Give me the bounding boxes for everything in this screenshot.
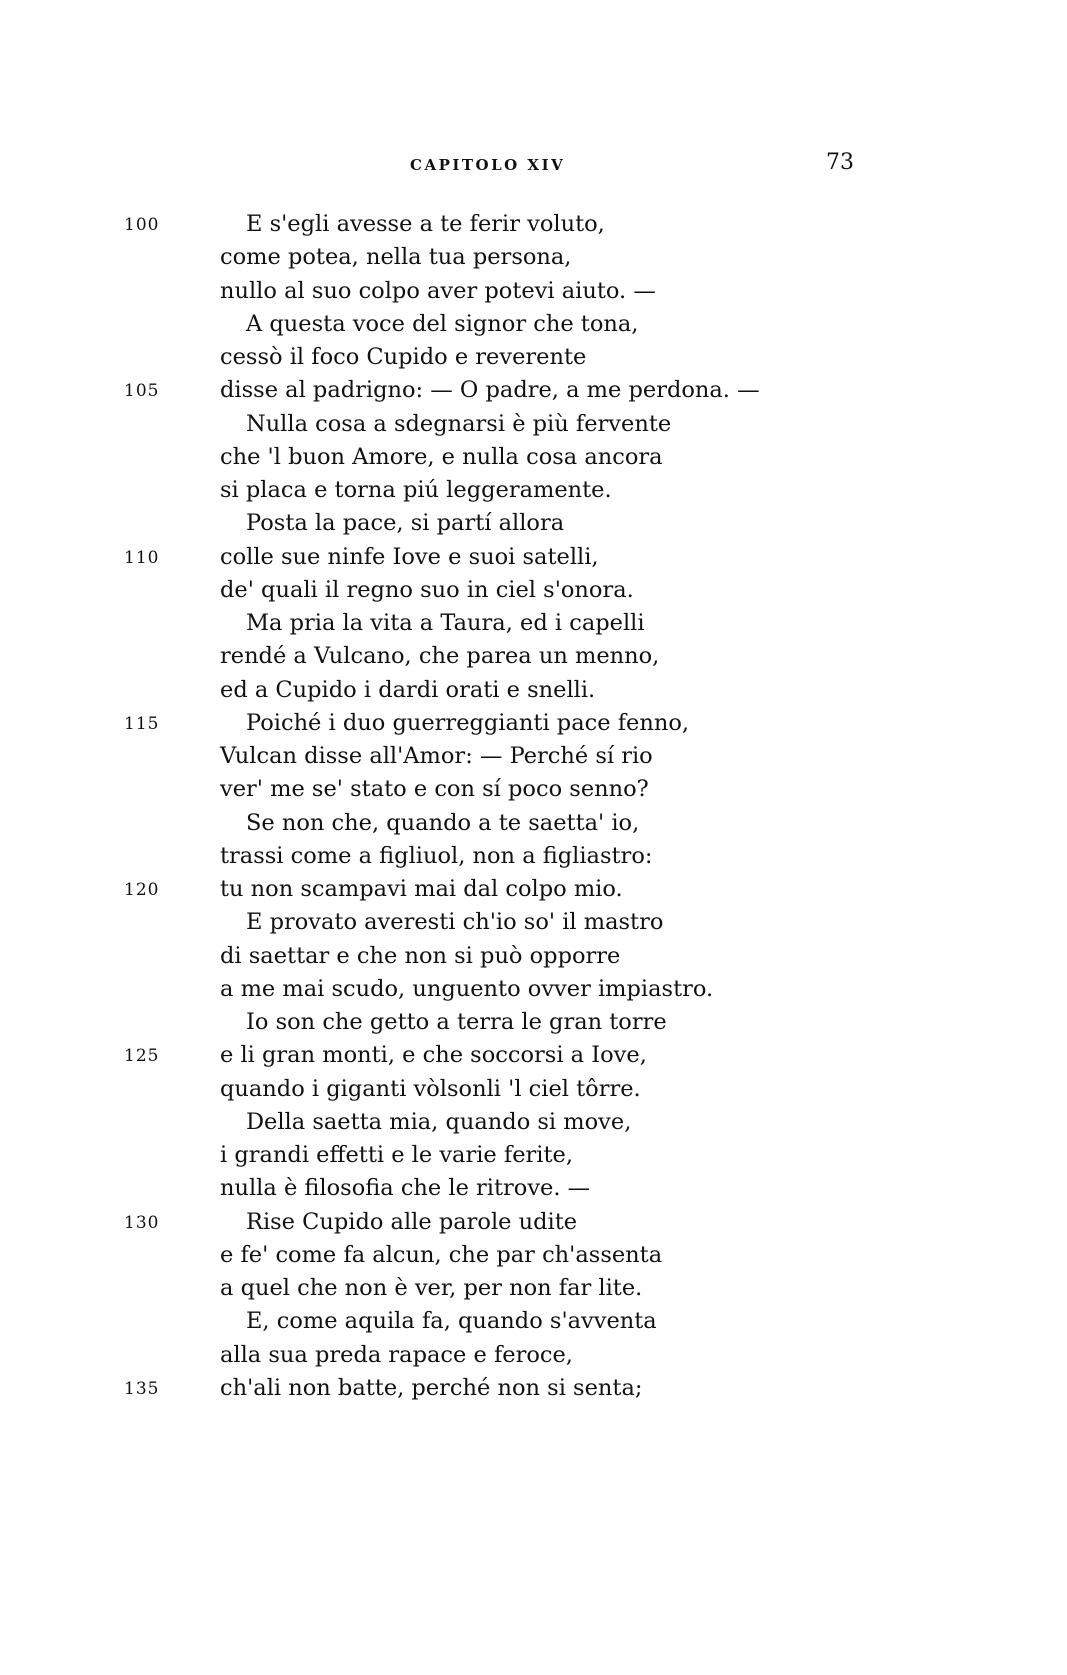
verse-text: E s'egli avesse a te ferir voluto, [246,211,605,237]
line-number: 135 [124,1378,160,1399]
verse-text: Poiché i duo guerreggianti pace fenno, [246,709,690,736]
verse-text: Io son che getto a terra le gran torre [246,1009,667,1035]
verse-text: a quel che non è ver, per non far lite. [220,1275,643,1301]
verse-text: a me mai scudo, unguento ovver impiastro. [220,975,714,1002]
verse-line [0,674,1067,707]
verse-line [0,740,1067,773]
verse-line [0,707,1067,740]
verse-text: di saettar e che non si può opporre [220,942,621,969]
verse-line [0,1206,1067,1239]
verse-text: tu non scampavi mai dal colpo mio. [220,876,623,902]
verse-text: ch'ali non batte, perché non si senta; [220,1374,643,1401]
verse-text: E, come aquila fa, quando s'avventa [246,1308,657,1335]
line-number: 120 [124,880,160,900]
verse-text: Nulla cosa a sdegnarsi è più fervente [246,410,672,437]
verse-line [0,275,1067,308]
verse-text: Vulcan disse all'Amor: — Perché sí rio [220,743,653,769]
verse-text: alla sua preda rapace e feroce, [220,1341,573,1368]
verse-line [0,574,1067,607]
verse-line [0,408,1067,441]
verse-text: come potea, nella tua persona, [220,244,572,271]
line-number: 125 [124,1046,160,1067]
verse-text: quando i giganti vòlsonli 'l ciel tôrre. [220,1075,641,1102]
line-number: 115 [124,713,160,734]
verse-line [0,1172,1067,1205]
verse-line [0,607,1067,640]
verse-text: Se non che, quando a te saetta' io, [246,809,640,836]
verse-text: cessò il foco Cupido e reverente [220,344,587,370]
chapter-heading: CAPITOLO XIV [410,156,566,174]
verse-text: disse al padrigno: — O padre, a me perdona. — [220,377,760,404]
verse-text: nullo al suo colpo aver potevi aiuto. — [220,277,656,304]
verse-text: nulla è filosofia che le ritrove. — [220,1175,591,1202]
verse-line [0,308,1067,341]
verse-text: colle sue ninfe Iove e suoi satelli, [220,543,599,570]
verse-line [0,1039,1067,1072]
line-number: 110 [124,547,160,568]
line-number: 100 [124,215,160,235]
verse-line [0,1139,1067,1172]
verse-line [0,1339,1067,1372]
verse-text: e li gran monti, e che soccorsi a Iove, [220,1042,647,1069]
verse-line [0,474,1067,507]
verse-text: e fe' come fa alcun, che par ch'assenta [220,1241,663,1268]
verse-line [0,441,1067,474]
verse-line [0,541,1067,574]
verse-text: Posta la pace, si partí allora [246,510,565,537]
verse-line [0,640,1067,673]
verse-text: de' quali il regno suo in ciel s'onora. [220,576,634,603]
verse-line [0,507,1067,540]
verse-line [0,341,1067,374]
verse-line [0,241,1067,274]
line-number: 105 [124,381,160,402]
verse-text: ver' me se' stato e con sí poco senno? [220,776,649,803]
verse-line [0,1372,1067,1405]
verse-text: rendé a Vulcano, che parea un menno, [220,643,660,670]
verse-line [0,374,1067,407]
verse-line [0,1106,1067,1139]
verse-line [0,840,1067,873]
verse-line [0,1305,1067,1338]
line-number: 130 [124,1212,160,1233]
verse-line [0,873,1067,906]
verse-text: Della saetta mia, quando si move, [246,1108,632,1135]
verse-text: i grandi effetti e le varie ferite, [220,1142,573,1168]
verse-line [0,208,1067,241]
verse-line [0,940,1067,973]
verse-line [0,773,1067,806]
verse-line [0,807,1067,840]
page-number: 73 [826,150,854,175]
verse-line [0,906,1067,939]
verse-text: E provato averesti ch'io so' il mastro [246,909,664,936]
verse-text: ed a Cupido i dardi orati e snelli. [220,676,596,703]
verse-text: trassi come a figliuol, non a figliastro: [220,842,653,869]
poem-body [0,208,1067,1405]
verse-line [0,973,1067,1006]
verse-line [0,1239,1067,1272]
verse-text: Ma pria la vita a Taura, ed i capelli [246,610,645,636]
verse-line [0,1073,1067,1106]
verse-text: Rise Cupido alle parole udite [246,1208,578,1235]
verse-line [0,1272,1067,1305]
verse-line [0,1006,1067,1039]
verse-text: si placa e torna piú leggeramente. [220,477,612,503]
verse-text: che 'l buon Amore, e nulla cosa ancora [220,443,663,470]
running-head [0,150,1067,180]
verse-text: A questa voce del signor che tona, [246,310,639,337]
